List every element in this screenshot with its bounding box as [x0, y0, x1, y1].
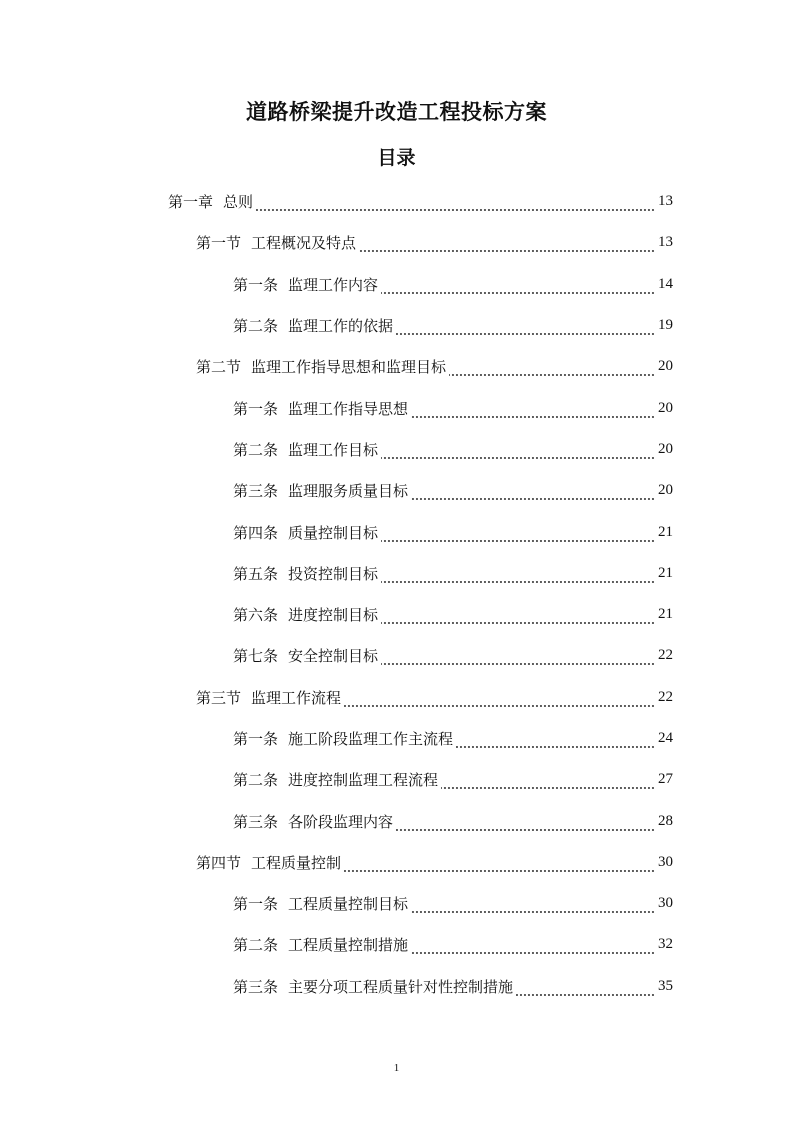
toc-entry[interactable] — [0, 470, 793, 511]
toc-entry-page: 22 — [658, 647, 673, 664]
toc-entry[interactable] — [0, 346, 793, 387]
toc-dot-leader — [344, 858, 655, 873]
toc-dot-leader — [411, 899, 655, 914]
toc-entry-number: 第四节 — [196, 853, 242, 872]
toc-entry-number: 第二条 — [233, 771, 279, 790]
toc-dot-leader — [516, 982, 655, 997]
document-title: 道路桥梁提升改造工程投标方案 — [246, 100, 547, 124]
toc-entry-page: 20 — [658, 399, 673, 416]
toc-entry-label: 监理工作指导思想 — [288, 399, 409, 418]
toc-entry-page: 22 — [658, 688, 673, 705]
toc-entry[interactable] — [0, 677, 793, 718]
toc-entry[interactable] — [0, 264, 793, 305]
toc-dot-leader — [396, 321, 655, 336]
toc-entry-label: 主要分项工程质量针对性控制措施 — [288, 977, 514, 996]
toc-dot-leader — [256, 197, 655, 212]
toc-entry[interactable] — [0, 387, 793, 428]
toc-entry[interactable] — [0, 883, 793, 924]
toc-dot-leader — [344, 693, 655, 708]
toc-entry-label: 进度控制监理工程流程 — [288, 771, 439, 790]
toc-entry-number: 第七条 — [233, 647, 279, 666]
toc-entry-number: 第四条 — [233, 523, 279, 542]
toc-entry-label: 监理工作指导思想和监理目标 — [251, 358, 447, 377]
toc-entry[interactable] — [0, 429, 793, 470]
toc-entry-number: 第五条 — [233, 564, 279, 583]
toc-entry-page: 30 — [658, 853, 673, 870]
toc-entry-number: 第一节 — [196, 234, 242, 253]
toc-entry-number: 第二条 — [233, 440, 279, 459]
toc-entry-page: 13 — [658, 234, 673, 251]
toc-entry-label: 工程质量控制措施 — [288, 936, 409, 955]
toc-entry-page: 35 — [658, 977, 673, 994]
toc-entry[interactable] — [0, 594, 793, 635]
toc-entry-page: 28 — [658, 812, 673, 829]
toc-entry-page: 20 — [658, 440, 673, 457]
toc-entry[interactable] — [0, 966, 793, 1007]
toc-entry-label: 工程质量控制 — [251, 853, 342, 872]
toc-entry-label: 各阶段监理内容 — [288, 812, 394, 831]
toc-entry-label: 监理服务质量目标 — [288, 482, 409, 501]
toc-entry-label: 施工阶段监理工作主流程 — [288, 730, 454, 748]
toc-entry-page: 20 — [658, 482, 673, 499]
toc-entry-page: 30 — [658, 895, 673, 912]
toc-dot-leader — [441, 775, 655, 790]
toc-dot-leader — [381, 445, 655, 460]
toc-entry-label: 监理工作流程 — [251, 688, 342, 707]
toc-entry-label: 总则 — [223, 193, 254, 212]
toc-entry[interactable] — [0, 222, 793, 263]
toc-dot-leader — [381, 651, 655, 666]
toc-entry[interactable] — [0, 800, 793, 841]
toc-entry-label: 监理工作内容 — [288, 275, 379, 294]
toc-entry-label: 投资控制目标 — [288, 564, 379, 583]
toc-entry-number: 第六条 — [233, 606, 279, 625]
toc-entry-number: 第一条 — [233, 895, 279, 914]
toc-entry-label: 工程质量控制目标 — [288, 895, 409, 914]
toc-entry-page: 21 — [658, 523, 673, 540]
toc-entry-label: 工程概况及特点 — [251, 234, 357, 253]
toc-entry-number: 第一章 — [168, 193, 214, 212]
toc-entry-number: 第三节 — [196, 688, 242, 707]
toc-entry[interactable] — [0, 553, 793, 594]
toc-dot-leader — [381, 528, 655, 543]
toc-entry[interactable] — [0, 842, 793, 883]
toc-entry[interactable] — [0, 635, 793, 676]
toc-entry-number: 第一条 — [233, 399, 279, 418]
toc-entry-label: 质量控制目标 — [288, 523, 379, 542]
toc-entry-number: 第三条 — [233, 977, 279, 996]
page-number: 1 — [393, 1062, 400, 1074]
toc-dot-leader — [411, 486, 655, 501]
toc-entry-number: 第三条 — [233, 812, 279, 831]
toc-entry-number: 第一条 — [233, 730, 279, 748]
toc-entry-label: 安全控制目标 — [288, 647, 379, 666]
toc-entry[interactable] — [0, 181, 793, 222]
toc-entry-label: 监理工作的依据 — [288, 317, 394, 336]
toc-dot-leader — [411, 940, 655, 955]
toc-entry-number: 第二条 — [233, 936, 279, 955]
toc-dot-leader — [381, 280, 655, 295]
toc-heading: 目录 — [377, 147, 416, 169]
toc-dot-leader — [456, 734, 655, 749]
table-of-contents — [0, 181, 793, 1007]
toc-entry-page: 24 — [658, 730, 673, 746]
toc-entry-label: 监理工作目标 — [288, 440, 379, 459]
toc-entry[interactable] — [0, 305, 793, 346]
toc-entry-page: 13 — [658, 193, 673, 210]
toc-entry[interactable] — [0, 718, 793, 759]
toc-entry[interactable] — [0, 511, 793, 552]
toc-entry-number: 第三条 — [233, 482, 279, 501]
toc-entry[interactable] — [0, 759, 793, 800]
toc-dot-leader — [411, 404, 655, 419]
toc-dot-leader — [381, 610, 655, 625]
toc-entry[interactable] — [0, 924, 793, 965]
toc-dot-leader — [381, 569, 655, 584]
toc-dot-leader — [359, 238, 655, 253]
toc-dot-leader — [449, 362, 655, 377]
toc-entry-page: 21 — [658, 564, 673, 581]
toc-entry-page: 21 — [658, 606, 673, 623]
toc-entry-label: 进度控制目标 — [288, 606, 379, 625]
toc-entry-page: 20 — [658, 358, 673, 375]
toc-entry-number: 第一条 — [233, 275, 279, 294]
toc-entry-page: 19 — [658, 317, 673, 334]
toc-entry-page: 27 — [658, 771, 673, 788]
toc-entry-number: 第二条 — [233, 317, 279, 336]
toc-entry-page: 32 — [658, 936, 673, 953]
toc-entry-number: 第二节 — [196, 358, 242, 377]
toc-dot-leader — [396, 817, 655, 832]
toc-entry-page: 14 — [658, 275, 673, 292]
